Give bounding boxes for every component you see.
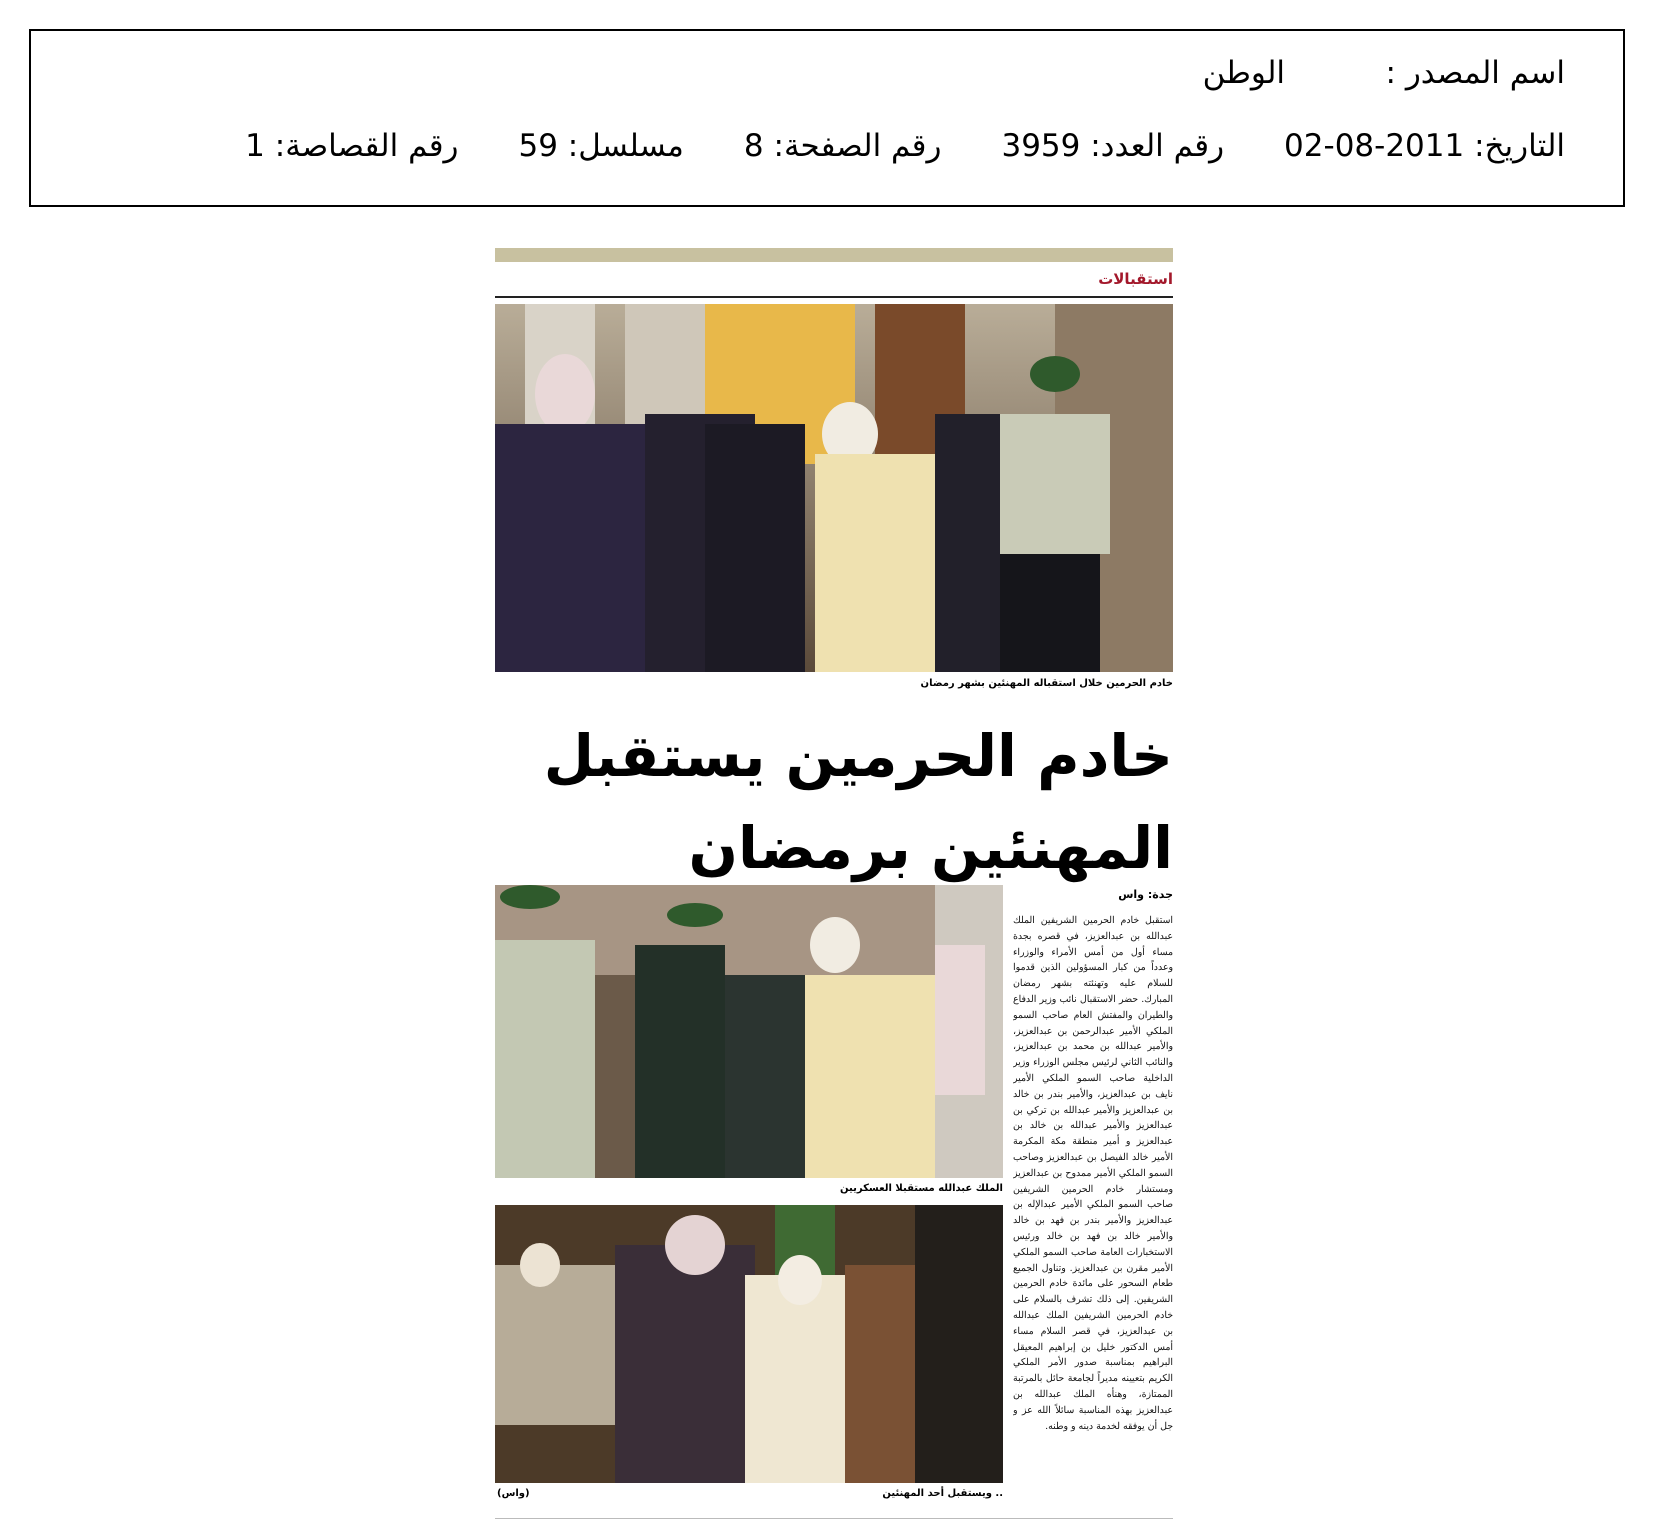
headline-line-1: خادم الحرمين يستقبل [543,722,1173,790]
headline [495,710,1173,894]
source-row [1203,55,1565,91]
dateline: جدة: واس [1118,888,1173,901]
top-color-bar [495,248,1173,262]
middle-photo [495,885,1003,1178]
article-body: استقبل خادم الحرمين الشريفين الملك عبدالله بن عبدالعزيز، في قصره بجدة مساء أول من أمس الأمراء والوزراء وعدداً من كبار المسؤولين الذين قدموا للسلام عليه وتهنئته بشهر رمضان المبارك. حضر الاستقبال نائب وزير الدفاع والطيران والمفتش العام صاحب السمو الملكي الأمير عبدالرحمن بن عبدالعزيز، والأمير عبدالله بن محمد بن عبدالعزيز، والنائب الثاني لرئيس مجلس الوزراء وزير الداخلية صاحب السمو الملكي الأمير نايف بن عبدالعزيز، والأمير بندر بن خالد بن عبدالعزيز والأمير عبدالله بن تركي بن عبدالعزيز والأمير عبدالله بن خالد بن عبدالعزيز و أمير منطقة مكة المكرمة الأمير خالد الفيصل بن عبدالعزيز وصاحب السمو الملكي الأمير ممدوح بن عبدالعزيز ومستشار خادم الحرمين الشريفين صاحب السمو الملكي الأمير عبدالإله بن عبدالعزيز والأمير بندر بن فهد بن خالد والأمير خالد بن فهد بن خالد ورئيس الاستخبارات العامة صاحب السمو الملكي الأمير مقرن بن عبدالعزيز. وتناول الجميع طعام السحور على مائدة خادم الحرمين الشريفين. إلى ذلك تشرف بالسلام على خادم الحرمين الشريفين الملك عبدالله بن عبدالعزيز، في قصر السلام مساء أمس الدكتور خليل بن إبراهيم المعيقل البراهيم بمناسبة صدور الأمر الملكي الكريم بتعيينه مديراً لجامعة حائل بالمرتبة الممتازة، وهنأه الملك عبدالله بن عبدالعزيز بهذه المناسبة سائلاً الله عز و جل أن يوفقه لخدمة دينه و وطنه. [1013,915,1173,1432]
middle-photo-caption: الملك عبدالله مستقبلا العسكريين [840,1183,1003,1194]
metadata-row [245,128,1565,164]
section-label: استقبالات [1098,270,1173,288]
issue-number-field: رقم العدد: 3959 [1001,128,1225,164]
photo-credit: (واس) [497,1488,530,1499]
newspaper-clipping [495,248,1173,1526]
main-photo-caption: خادم الحرمين خلال استقباله المهنئين بشهر رمضان [920,678,1173,689]
clip-number-field: رقم القصاصة: 1 [245,128,459,164]
clipping-info-box [29,29,1625,207]
bottom-photo [495,1205,1003,1483]
bottom-divider [495,1518,1173,1519]
serial-field: مسلسل: 59 [518,128,684,164]
page-number-field: رقم الصفحة: 8 [743,128,942,164]
main-photo [495,304,1173,672]
date-field: التاريخ: 2011-08-02 [1284,128,1565,164]
source-label: اسم المصدر : [1385,55,1565,91]
section-divider [495,296,1173,298]
headline-line-2: المهنئين برمضان [688,814,1173,882]
source-value: الوطن [1202,55,1285,91]
bottom-photo-caption: .. ويستقبل أحد المهنئين [882,1488,1003,1499]
